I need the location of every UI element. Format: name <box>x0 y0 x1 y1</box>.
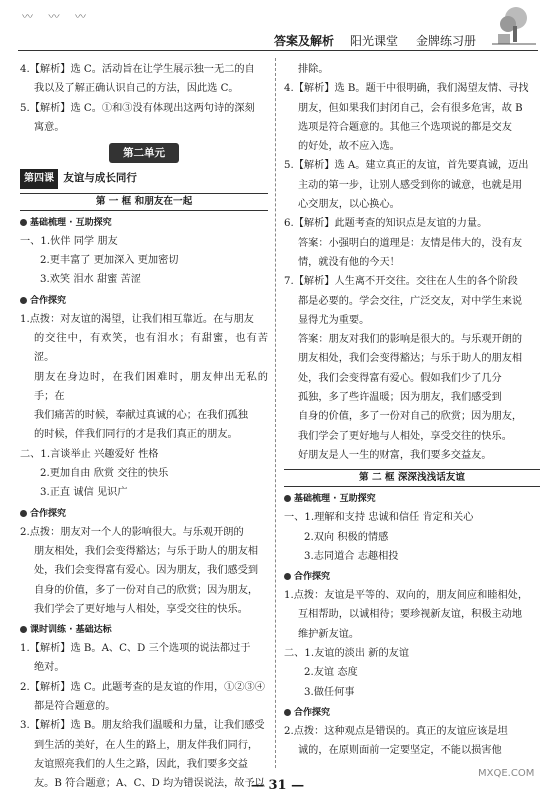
unit-title: 第二单元 <box>109 143 179 163</box>
text-line: 6.【解析】此题考查的知识点是友谊的力量。 <box>284 218 488 230</box>
text-line: 都是符合题意的。 <box>34 701 116 713</box>
text-line: 友谊照亮我们的人生之路，因此，我们要多交益 <box>34 758 248 770</box>
text-line: 3.【解析】选 B。朋友给我们温暖和力量，让我们感受 <box>20 720 265 732</box>
text-line: 3.志同道合 志趣相投 <box>304 550 399 562</box>
text-line: 情，就没有他的今天！ <box>298 256 400 268</box>
text-line: 4.【解析】选 C。活动旨在让学生展示独一无二的自 <box>20 64 255 75</box>
text-line: 主动的第一步，让别人感受到你的诚意，也就是用 <box>298 179 523 191</box>
section-heading-label: 基础梳理 · 互助探究 <box>294 494 376 505</box>
text-line: 孤独，多了些许温暖；因为朋友，我们感受到 <box>298 392 502 404</box>
text-line: 朋友，但如果我们封闭自己，会有很多危害，故 B <box>298 102 523 114</box>
text-line: 2.更丰富了 更加深入 更加密切 <box>40 255 179 267</box>
text-line: 自身的价值，多了一份对自己的欣赏；因为朋友， <box>298 411 523 423</box>
left-answers-top <box>20 60 268 137</box>
text-line: 答案：朋友对我们的影响是很大的。与乐观开朗的 <box>298 334 523 346</box>
section-heading-label: 合作探究 <box>294 707 331 718</box>
text-line: 一、1.伙伴 同学 朋友 <box>20 235 118 247</box>
section-heading <box>20 506 268 523</box>
text-line: 自身的价值，多了一份对自己的欣赏；因为朋友， <box>34 584 259 596</box>
text-line: 绝对。 <box>34 662 65 674</box>
text-line: 好朋友是人一生的财富，我们要多交益友。 <box>298 449 492 461</box>
frame-title-1: 第 一 框 和朋友在一起 <box>20 193 268 211</box>
header-title-answer: 答案及解析 <box>274 34 335 48</box>
header-series: 阳光课堂 <box>350 34 399 48</box>
unit-banner <box>20 143 268 163</box>
text-line: 2.点拨：这种观点是错误的。真正的友谊应该是坦 <box>284 725 508 737</box>
column-divider <box>275 58 276 768</box>
header-book: 金牌练习册 <box>416 34 477 48</box>
lesson-heading <box>20 169 268 188</box>
section-heading <box>284 569 540 586</box>
text-line: 维护新友谊。 <box>298 628 360 640</box>
lesson-name: 友谊与成长同行 <box>63 172 137 185</box>
text-line: 3.做任何事 <box>304 686 355 698</box>
text-line: 处，我们会变得富有爱心。假如我们少了几分 <box>298 372 502 384</box>
text-line: 2.点拨：朋友对一个人的影响很大。与乐观开朗的 <box>20 526 244 538</box>
section-bullet-icon <box>284 709 291 716</box>
text-line: 一、1.理解和支持 忠诚和信任 肯定和关心 <box>284 512 474 524</box>
page-header <box>18 4 538 48</box>
text-line: 5.【解析】选 C。①和③没有体现出这两句诗的深刻 <box>20 102 255 114</box>
text-line: 互相帮助，以诚相待；要珍视新友谊，积极主动地 <box>298 609 523 621</box>
text-line: 选项是符合题意的。其他三个选项说的都是交友 <box>298 121 512 133</box>
text-line: 我们痛苦的时候，奉献过真诚的心；在我们孤独 <box>34 410 248 422</box>
tree-illustration-icon <box>492 4 536 48</box>
text-line: 显得尤为重要。 <box>298 314 370 326</box>
text-line: 3.欢笑 泪水 甜蜜 苦涩 <box>40 274 141 286</box>
section-bullet-icon <box>20 626 27 633</box>
text-line: 我们学会了更好地与人相处，享受交往的快乐。 <box>298 430 512 442</box>
section-bullet-icon <box>20 510 27 517</box>
text-line: 寓意。 <box>34 121 65 133</box>
page-number: — 31 — <box>250 778 305 793</box>
text-line: 4.【解析】选 B。题干中很明确，我们渴望友情、寻找 <box>284 83 529 95</box>
lesson-number: 第四课 <box>20 169 58 188</box>
section-heading-label: 合作探究 <box>294 572 331 583</box>
right-answers-top <box>284 60 540 465</box>
section-heading-label: 合作探究 <box>30 295 67 306</box>
left-answers-main <box>20 215 268 794</box>
text-line: 2.更加自由 欣赏 交往的快乐 <box>40 468 169 480</box>
section-bullet-icon <box>20 297 27 304</box>
section-bullet-icon <box>284 495 291 502</box>
birds-decoration: 〰 〰 〰 <box>22 10 92 23</box>
text-line: 朋友相处，我们会变得豁达；与乐于助人的朋友相 <box>298 353 523 365</box>
text-line: 我们学会了更好地与人相处，享受交往的快乐。 <box>34 603 248 615</box>
right-answers-main <box>284 491 540 760</box>
text-line: 5.【解析】选 A。建立真正的友谊，首先要真诚，迈出 <box>284 160 529 172</box>
section-heading <box>20 215 268 232</box>
text-line: 7.【解析】人生离不开交往。交往在人生的各个阶段 <box>284 276 518 288</box>
section-bullet-icon <box>284 573 291 580</box>
text-line: 的交往中，有欢笑，也有泪水；有甜蜜，也有苦涩。 <box>34 332 268 364</box>
text-line: 诚的，在原则面前一定要坚定，不能以损害他 <box>298 745 502 757</box>
section-heading-label: 课时训练 · 基础达标 <box>30 625 112 636</box>
text-line: 2.友谊 态度 <box>304 667 358 679</box>
frame-title-2: 第 二 框 深深浅浅话友谊 <box>284 469 540 487</box>
text-line: 的好处，故不应入选。 <box>298 141 400 153</box>
header-rule <box>18 50 538 51</box>
section-heading <box>284 705 540 722</box>
text-line: 友。B 符合题意；A、C、D 均为错误说法，故予以 <box>34 778 265 790</box>
text-line: 3.正直 诚信 见识广 <box>40 487 128 499</box>
text-line: 2.双向 积极的情感 <box>304 531 389 543</box>
text-line: 1.【解析】选 B。A、C、D 三个选项的说法都过于 <box>20 643 251 655</box>
text-line: 1.点拨：对友谊的渴望，让我们相互靠近。在与朋友 <box>20 313 254 325</box>
text-line: 的时候，伴我们同行的才是我们真正的朋友。 <box>34 429 238 441</box>
right-column <box>284 60 540 761</box>
section-heading <box>284 491 540 508</box>
text-line: 答案：小强明白的道理是：友情是伟大的，没有友 <box>298 237 523 249</box>
text-line: 1.点拨：友谊是平等的、双向的，朋友间应和睦相处， <box>284 590 529 602</box>
section-heading <box>20 293 268 310</box>
section-heading <box>20 622 268 639</box>
text-line: 排除。 <box>298 64 329 75</box>
watermark: MXQE.COM <box>478 768 535 779</box>
text-line: 二、1.友谊的淡出 新的友谊 <box>284 648 410 660</box>
section-bullet-icon <box>20 219 27 226</box>
text-line: 二、1.言谈举止 兴趣爱好 性格 <box>20 448 159 460</box>
text-line: 朋友相处，我们会变得豁达；与乐于助人的朋友相 <box>34 545 259 557</box>
text-line: 都是必要的。学会交往，广泛交友，对中学生来说 <box>298 295 523 307</box>
text-line: 朋友在身边时，在我们困难时，朋友伸出无私的手；在 <box>34 371 268 402</box>
section-heading-label: 基础梳理 · 互助探究 <box>30 217 112 228</box>
section-heading-label: 合作探究 <box>30 508 67 519</box>
text-line: 到生活的美好，在人生的路上，朋友伴我们同行， <box>34 739 259 751</box>
text-line: 处，我们会变得富有爱心。因为朋友，我们感受到 <box>34 565 259 577</box>
text-line: 我以及了解正确认识自己的方法，因此选 C。 <box>34 83 239 95</box>
text-line: 心交朋友，以心换心。 <box>298 199 400 211</box>
text-line: 2.【解析】选 C。此题考查的是友谊的作用，①②③④ <box>20 681 265 693</box>
left-column <box>20 60 268 794</box>
